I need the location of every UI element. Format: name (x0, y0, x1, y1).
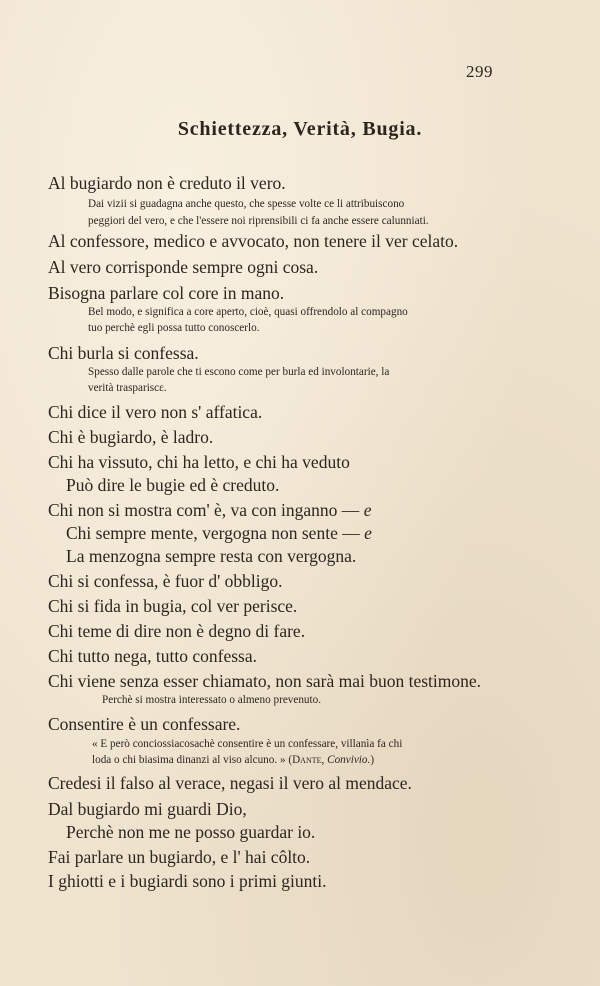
conjunction: e (364, 523, 372, 543)
chapter-heading: Schiettezza, Verità, Bugia. (177, 118, 423, 140)
proverb-note: verità traspariscε. (88, 382, 167, 394)
proverb-line: Chi teme di dire non è degno di fare. (48, 621, 306, 641)
proverb-line: Chi tutto nega, tutto confessa. (48, 646, 257, 666)
conjunction: e (363, 500, 372, 520)
proverb-note: « E però conciossiacosachè consentire è un confessare, villanìa fa chi (92, 738, 403, 750)
proverb-line: Al vero corrisponde sempre ogni cosa. (48, 257, 319, 277)
proverb-line: Chi burla si confessa. (48, 343, 199, 363)
note-text: loda o chi biasima dinanzi al viso alcuno. » ( (92, 754, 293, 766)
proverb-line: Fai parlare un bugiardo, e l' hai côlto. (48, 847, 311, 867)
proverb-line: Al bugiardo non è creduto il vero. (48, 173, 286, 193)
proverb-line: Consentire è un confessare. (48, 714, 241, 734)
proverb-line: Chi viene senza esser chiamato, non sarà mai buon testimone. (48, 671, 481, 691)
proverb-line: Chi si fida in bugia, col ver perisce. (48, 596, 298, 616)
proverb-line: Bisogna parlare col core in mano. (48, 283, 285, 303)
proverb-line: Credesi il falso al verace, negasi il vero al mendace. (48, 773, 412, 793)
proverb-line: La menzogna sempre resta con vergogna. (66, 546, 357, 566)
proverb-text: Chi sempre mente, vergogna non sente — (66, 523, 360, 543)
citation-author: Dante (292, 754, 322, 766)
proverb-line: Perchè non me ne posso guardar io. (66, 822, 316, 842)
note-text: ) (370, 754, 375, 766)
proverb-line: Chi ha vissuto, chi ha letto, e chi ha veduto (48, 452, 350, 472)
proverb-line (48, 499, 371, 521)
proverb-line: Chi è bugiardo, è ladro. (48, 427, 214, 447)
proverb-line: I ghiotti e i bugiardi sono i primi giunti. (48, 871, 327, 891)
proverb-line (66, 522, 372, 544)
proverb-note: Bel modo, e significa a core aperto, cioè, quasi offrendolo al compagno (88, 306, 408, 318)
proverb-note (92, 753, 374, 768)
note-text: , (321, 754, 328, 766)
proverb-line: Può dire le bugie ed è creduto. (66, 475, 280, 495)
proverb-text: Chi non si mostra com' è, va con inganno — (48, 500, 360, 520)
proverb-note: peggiori del vero, e che l'essere noi riprensibili ci fa anche essere calunniati. (88, 215, 429, 227)
proverb-line: Dal bugiardo mi guardi Dio, (48, 799, 247, 819)
proverb-line: Chi dice il vero non s' affatica. (48, 402, 263, 422)
proverb-line: Chi si confessa, è fuor d' obbligo. (48, 571, 283, 591)
proverb-note: tuo perchè egli possa tutto conoscerlo. (88, 322, 260, 334)
citation-work: Convivio. (327, 754, 371, 766)
proverb-note: Dai vizii si guadagna anche questo, che spesse volte ce li attribuiscono (88, 198, 405, 210)
proverb-line: Al confessore, medico e avvocato, non tenere il ver celato. (48, 231, 459, 251)
page-number: 299 (466, 62, 493, 81)
proverb-note: Perchè si mostra interessato o almeno prevenuto. (102, 694, 322, 706)
proverb-note: Spesso dalle parole che ti escono come per burla ed involontarie, la (88, 366, 390, 378)
